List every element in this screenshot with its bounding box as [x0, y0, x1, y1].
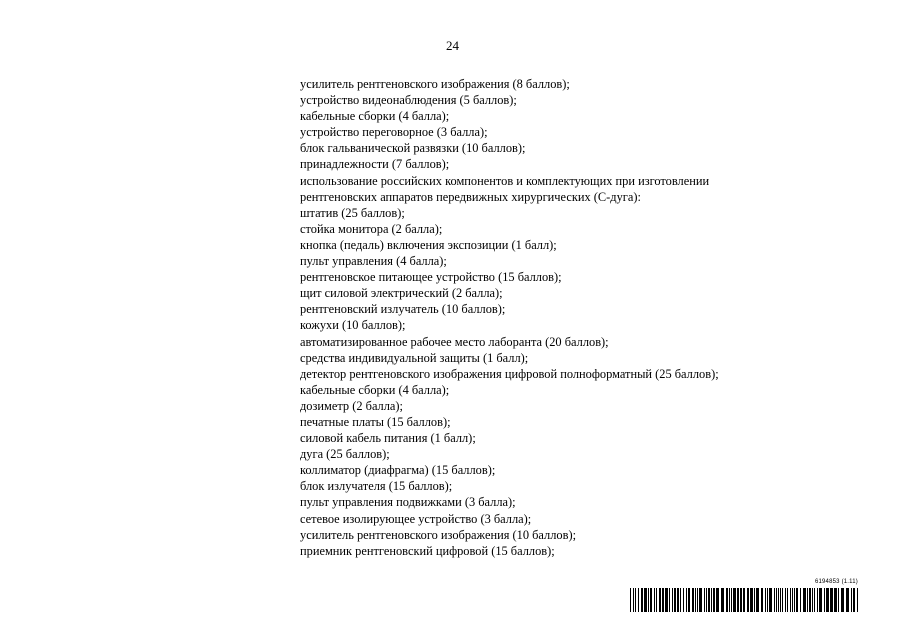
- document-line: приемник рентгеновский цифровой (15 баллов);: [300, 543, 555, 558]
- document-line: блок гальванической развязки (10 баллов);: [300, 141, 526, 156]
- document-line: автоматизированное рабочее место лаборанта (20 баллов);: [300, 334, 609, 349]
- document-line: кожухи (10 баллов);: [300, 318, 406, 333]
- document-line: щит силовой электрический (2 балла);: [300, 286, 503, 301]
- document-line: кнопка (педаль) включения экспозиции (1 балл);: [300, 237, 557, 252]
- document-line: рентгеновский излучатель (10 баллов);: [300, 302, 506, 317]
- page-number: 24: [446, 38, 459, 53]
- document-line: пульт управления (4 балла);: [300, 254, 447, 269]
- document-line: печатные платы (15 баллов);: [300, 414, 451, 429]
- document-line: устройство видеонаблюдения (5 баллов);: [300, 93, 517, 108]
- barcode-caption: 6194853 (1.11): [814, 579, 858, 585]
- document-line: дуга (25 баллов);: [300, 447, 390, 462]
- document-line: силовой кабель питания (1 балл);: [300, 431, 476, 446]
- document-line: рентгеновское питающее устройство (15 баллов);: [300, 270, 562, 285]
- document-line: пульт управления подвижками (3 балла);: [300, 495, 516, 510]
- document-line: штатив (25 баллов);: [300, 205, 405, 220]
- document-line: использование российских компонентов и комплектующих при изготовлении: [300, 173, 710, 188]
- document-line: средства индивидуальной защиты (1 балл);: [300, 350, 529, 365]
- document-line: сетевое изолирующее устройство (3 балла);: [300, 511, 532, 526]
- document-line: блок излучателя (15 баллов);: [300, 479, 453, 494]
- document-line: коллиматор (диафрагма) (15 баллов);: [300, 463, 496, 478]
- document-line: усилитель рентгеновского изображения (10 баллов);: [300, 527, 577, 542]
- document-line: детектор рентгеновского изображения цифровой полноформатный (25 баллов);: [300, 366, 719, 381]
- document-line: кабельные сборки (4 балла);: [300, 382, 450, 397]
- document-line: усилитель рентгеновского изображения (8 баллов);: [300, 77, 570, 91]
- document-line: устройство переговорное (3 балла);: [300, 125, 488, 140]
- document-body: [300, 76, 719, 559]
- document-line: стойка монитора (2 балла);: [300, 221, 443, 236]
- document-line: принадлежности (7 баллов);: [300, 157, 450, 172]
- document-line: дозиметр (2 балла);: [300, 398, 403, 413]
- document-line: кабельные сборки (4 балла);: [300, 109, 450, 124]
- document-line: рентгеновских аппаратов передвижных хирургических (С-дуга):: [300, 189, 641, 204]
- barcode-block: [630, 578, 860, 614]
- barcode-image: [630, 588, 860, 612]
